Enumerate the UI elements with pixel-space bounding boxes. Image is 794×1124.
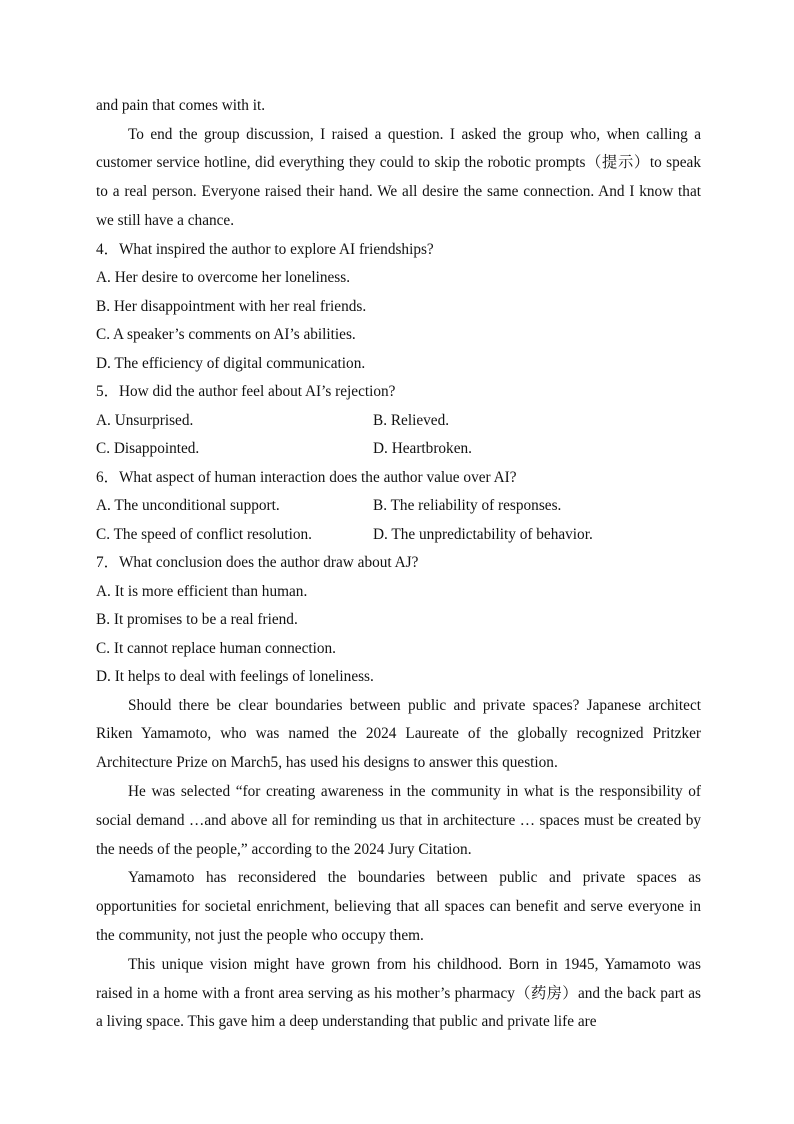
passage-paragraph-3: Yamamoto has reconsidered the boundaries between public and private spaces as opportunities for societal enrichment, believing that all spaces can benefit and serve everyone in the community, not just the people who occupy them. — [96, 869, 701, 945]
question-stem: 5．How did the author feel about AI’s rejection? — [96, 383, 396, 401]
question-stem: 6．What aspect of human interaction does the author value over AI? — [96, 468, 517, 486]
question-4 — [96, 236, 701, 379]
option-b: B. Her disappointment with her real friends. — [96, 297, 367, 315]
option-c: C. A speaker’s comments on AI’s abilities. — [96, 326, 356, 344]
option-d: D. The efficiency of digital communication. — [96, 354, 366, 372]
passage-paragraph-2: He was selected “for creating awareness in the community in what is the responsibility of social demand …and above all for reminding us that in architecture … spaces must be created by the needs of the people,” according to the 2024 Jury Citation. — [96, 783, 701, 858]
intro-fragment: and pain that comes with it. — [96, 97, 266, 114]
options-row — [96, 492, 701, 521]
option-b: B. The reliability of responses. — [373, 497, 562, 515]
option-a: A. It is more efficient than human. — [96, 582, 308, 600]
option-c: C. It cannot replace human connection. — [96, 639, 336, 657]
option-d: D. The unpredictability of behavior. — [373, 525, 593, 543]
option-a: A. The unconditional support. — [96, 497, 280, 515]
options-row — [96, 407, 701, 436]
option-d: D. Heartbroken. — [373, 440, 472, 458]
options-row — [96, 435, 701, 464]
paragraph-discussion: To end the group discussion, I raised a question. I asked the group who, when calling a customer service hotline, did everything they could to skip the robotic prompts（提示）to speak to a real person. Everyone raised their hand. We all desire the same connection. And I know that we still have a chance. — [96, 125, 701, 229]
passage-paragraph-4: This unique vision might have grown from his childhood. Born in 1945, Yamamoto was raised in a home with a front area serving as his mother’s pharmacy（药房）and the back part as a living space. This gave him a deep understanding that public and private life are — [96, 955, 701, 1031]
question-stem: 4．What inspired the author to explore AI friendships? — [96, 240, 434, 258]
option-b: B. It promises to be a real friend. — [96, 611, 298, 629]
question-5 — [96, 378, 701, 464]
options-row — [96, 521, 701, 550]
document-page — [96, 92, 701, 1037]
passage-paragraph-1: Should there be clear boundaries between public and private spaces? Japanese architect Riken Yamamoto, who was named the 2024 Laureate of the globally recognized Pritzker Architecture Prize on March5, has used his designs to answer this question. — [96, 696, 701, 772]
question-6 — [96, 464, 701, 550]
option-a: A. Unsurprised. — [96, 411, 194, 429]
question-7 — [96, 549, 701, 692]
option-c: C. The speed of conflict resolution. — [96, 525, 312, 543]
option-b: B. Relieved. — [373, 411, 450, 429]
option-d: D. It helps to deal with feelings of loneliness. — [96, 668, 374, 686]
question-stem: 7．What conclusion does the author draw about AJ? — [96, 554, 419, 572]
option-c: C. Disappointed. — [96, 440, 200, 458]
option-a: A. Her desire to overcome her loneliness. — [96, 269, 351, 287]
